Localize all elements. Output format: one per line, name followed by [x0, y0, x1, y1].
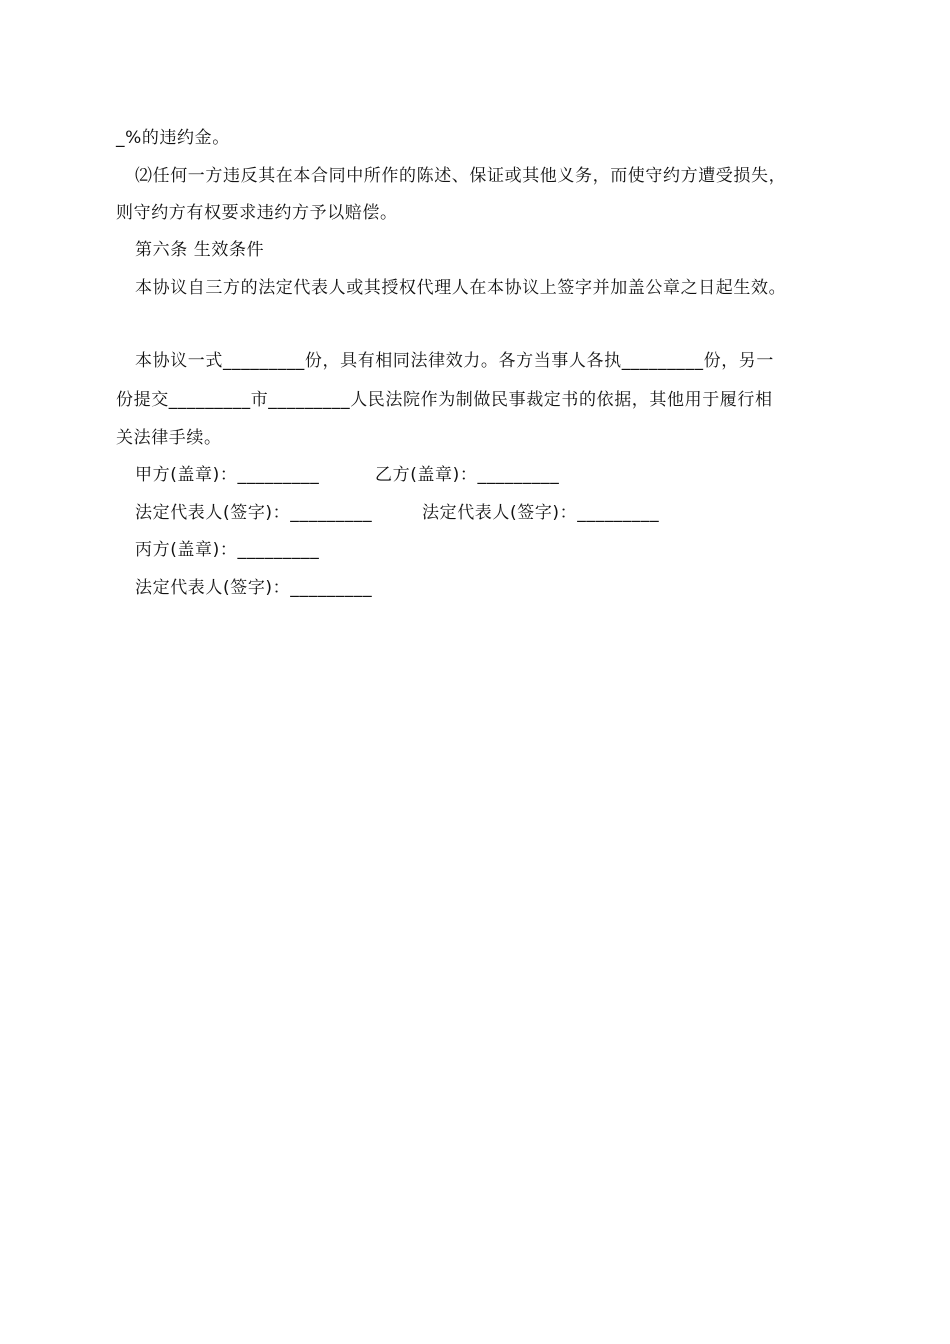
clause-2-line-1: ⑵任何一方违反其在本合同中所作的陈述、保证或其他义务，而使守约方遭受损失，: [135, 166, 787, 186]
party-b-seal: 乙方(盖章)：_________: [375, 465, 560, 485]
effective-condition-text: 本协议自三方的法定代表人或其授权代理人在本协议上签字并加盖公章之日起生效。: [135, 278, 787, 298]
copies-paragraph-line-1: 本协议一式_________份，具有相同法律效力。各方当事人各执_________份，另一: [135, 351, 774, 371]
penalty-rate-line: _%的违约金。: [116, 128, 230, 148]
party-a-seal: 甲方(盖章)：_________: [135, 465, 320, 485]
party-b-representative-signature: 法定代表人(签字)：_________: [422, 503, 660, 523]
party-a-representative-signature: 法定代表人(签字)：_________: [135, 503, 373, 523]
copies-paragraph-line-3: 关法律手续。: [116, 428, 222, 448]
article-6-heading: 第六条 生效条件: [135, 240, 265, 260]
clause-2-line-2: 则守约方有权要求违约方予以赔偿。: [116, 203, 398, 223]
party-c-representative-signature: 法定代表人(签字)：_________: [135, 578, 373, 598]
copies-paragraph-line-2: 份提交_________市_________人民法院作为制做民事裁定书的依据，其他用于履行相: [116, 390, 773, 410]
party-c-seal: 丙方(盖章)：_________: [135, 540, 320, 560]
